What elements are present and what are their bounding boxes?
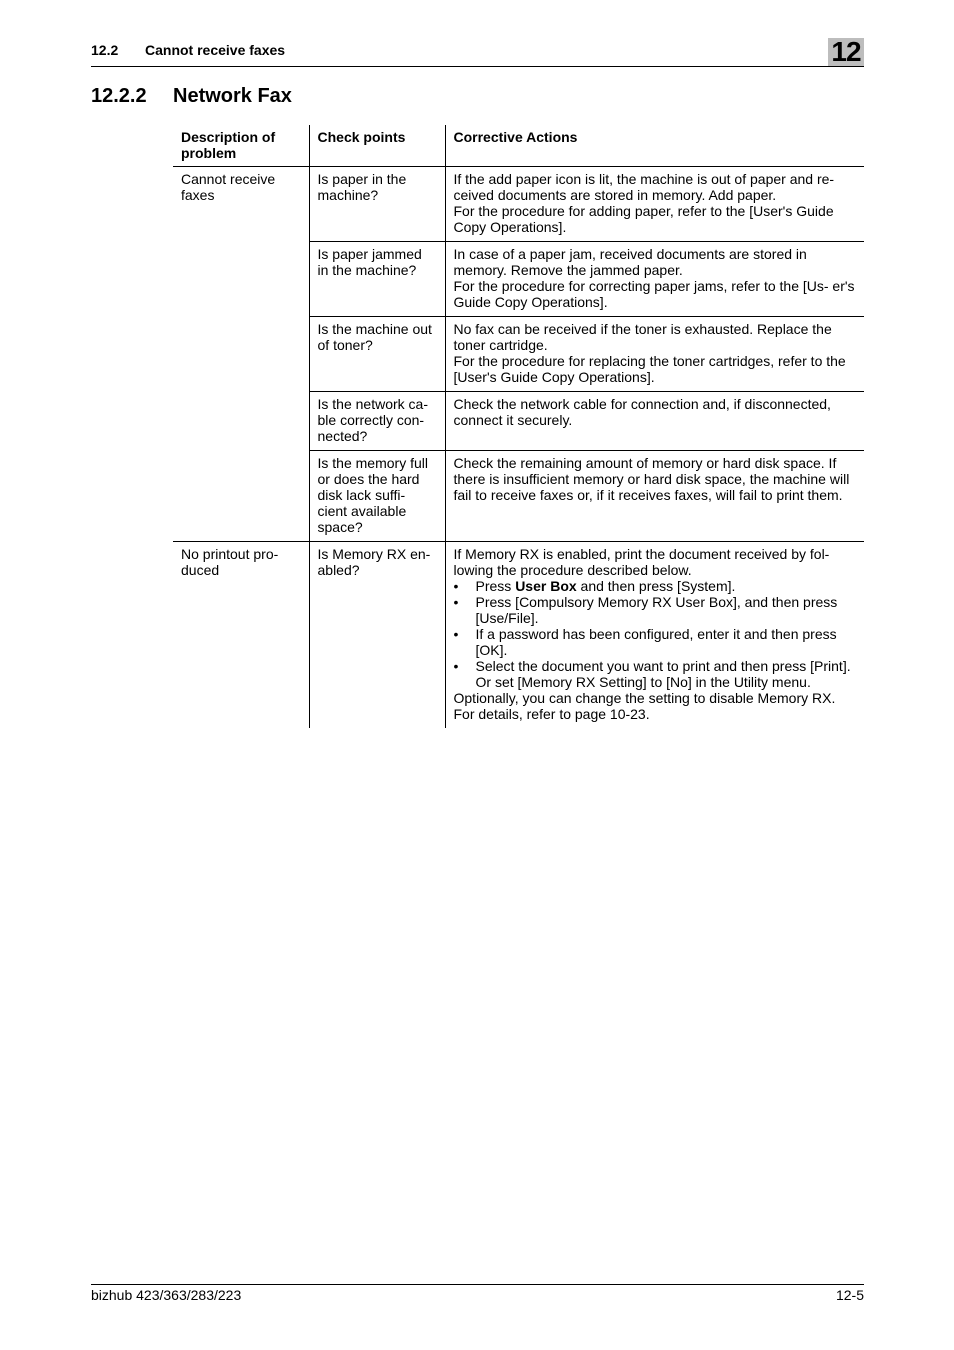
optional-text: Optionally, you can change the setting to disable Memory RX. xyxy=(453,690,836,706)
check-point: Is Memory RX en- abled? xyxy=(309,542,445,729)
corrective-action xyxy=(445,242,864,317)
alternative-setting: Or set [Memory RX Setting] to [No] in the Utility menu. xyxy=(475,674,811,690)
header-corrective-actions: Corrective Actions xyxy=(445,125,864,167)
corrective-action xyxy=(445,542,864,729)
chapter-badge: 12 xyxy=(828,38,864,66)
section-number: 12.2 xyxy=(91,42,119,58)
action-text: If the add paper icon is lit, the machine is out of paper and re- ceived documents are stored in memory. Add paper. xyxy=(453,171,835,203)
list-item: • Select the document you want to print and then press [Print]. xyxy=(454,658,857,674)
corrective-action xyxy=(445,167,864,242)
page-footer xyxy=(91,1284,864,1303)
problem-no-printout: No printout pro- duced xyxy=(181,546,279,578)
corrective-action xyxy=(445,392,864,451)
action-text: In case of a paper jam, received documents are stored in memory. Remove the jammed paper. xyxy=(453,246,807,278)
header-description: Description of problem xyxy=(173,125,309,167)
action-text: Check the remaining amount of memory or hard disk space. If there is insufficient memory or hard disk space, the machine will fail to receive faxes or, if it receives faxes, will fail to print them. xyxy=(453,455,850,503)
check-point: Is the network ca- ble correctly con- nected? xyxy=(309,392,445,451)
check-point: Is the machine out of toner? xyxy=(309,317,445,392)
check-point: Is paper in the machine? xyxy=(309,167,445,242)
check-point: Is paper jammed in the machine? xyxy=(309,242,445,317)
step-text: Press xyxy=(475,578,516,594)
section-title: Cannot receive faxes xyxy=(145,42,286,58)
action-text: For the procedure for replacing the toner cartridges, refer to the [User's Guide Copy Operations]. xyxy=(453,353,846,385)
subsection-number: 12.2.2 xyxy=(91,85,147,107)
action-text: For the procedure for adding paper, refer to the [User's Guide Copy Operations]. xyxy=(453,203,834,235)
troubleshooting-table xyxy=(173,125,864,728)
corrective-action xyxy=(445,451,864,542)
action-intro: If Memory RX is enabled, print the document received by fol- lowing the procedure described below. xyxy=(453,546,830,578)
list-item: • Press [Compulsory Memory RX User Box], and then press [Use/File]. xyxy=(454,594,857,626)
action-text: No fax can be received if the toner is exhausted. Replace the toner cartridge. xyxy=(453,321,832,353)
action-text: Check the network cable for connection and, if disconnected, connect it securely. xyxy=(453,396,831,428)
corrective-action xyxy=(445,317,864,392)
action-steps-list xyxy=(454,578,857,674)
table-header-row xyxy=(173,125,864,167)
page-header xyxy=(91,36,864,67)
action-text: For the procedure for correcting paper jams, refer to the [Us- er's Guide Copy Operations]. xyxy=(453,278,855,310)
header-check-points: Check points xyxy=(309,125,445,167)
step-text: and then press [System]. xyxy=(576,578,736,594)
subsection-title: Network Fax xyxy=(173,85,292,107)
table-row xyxy=(173,167,864,242)
list-item: • If a password has been configured, enter it and then press [OK]. xyxy=(454,626,857,658)
list-item xyxy=(454,578,857,594)
details-reference: For details, refer to page 10-23. xyxy=(453,706,650,722)
page-number: 12-5 xyxy=(835,1287,864,1303)
problem-cannot-receive: Cannot receive faxes xyxy=(173,167,309,542)
user-box-key: User Box xyxy=(515,578,577,594)
model-name: bizhub 423/363/283/223 xyxy=(91,1287,242,1303)
table-row xyxy=(173,542,864,729)
check-point: Is the memory full or does the hard disk lack suffi- cient available space? xyxy=(309,451,445,542)
